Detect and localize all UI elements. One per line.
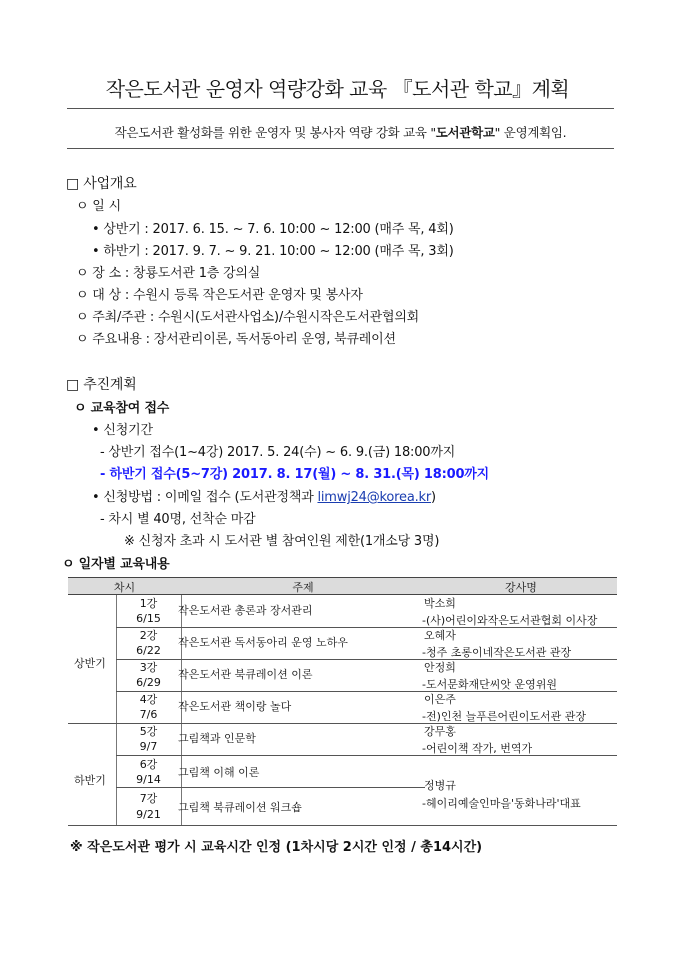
intro-text [67, 123, 614, 141]
header-topic: 주제 [292, 581, 314, 594]
row-2-lecturer-affil: -청주 초롱이네작은도서관 관장 [422, 646, 572, 659]
row-7-no: 7강 [139, 792, 158, 805]
row-1-topic: 작은도서관 총론과 장서관리 [178, 604, 313, 617]
plan-heading: □ 추진계획 [66, 377, 137, 393]
row-2-no: 2강 [139, 629, 158, 642]
email-link[interactable]: limwj24@korea.kr [317, 490, 432, 505]
row-7-topic: 그림책 북큐레이션 워크숍 [178, 801, 302, 814]
row-3-date: 6/29 [136, 676, 161, 689]
method-line [92, 486, 436, 505]
row-5-lecturer-name: 강무홍 [424, 725, 456, 738]
overview-heading: □ 사업개요 [66, 176, 137, 192]
method-suffix: ) [431, 490, 436, 505]
row-divider [116, 787, 425, 788]
period-first-half: - 상반기 접수(1~4강) 2017. 5. 24(수) ~ 6. 9.(금) 18:00까지 [100, 445, 456, 460]
row-3-lecturer-name: 안정희 [424, 661, 456, 674]
table-header [68, 577, 617, 595]
period-second-half: - 하반기 접수(5~7강) 2017. 8. 17(월) ~ 8. 31.(목) 18:00까지 [100, 467, 490, 482]
row-6-no: 6강 [139, 758, 158, 771]
row-4-topic: 작은도서관 책이랑 놀다 [178, 700, 292, 713]
capacity-line: - 차시 별 40명, 선착순 마감 [100, 512, 256, 527]
row-4-date: 7/6 [139, 708, 158, 721]
row-3-lecturer-affil: -도서문화재단씨앗 운영위원 [422, 678, 557, 691]
merged-lecturer-name: 정병규 [424, 779, 456, 792]
row-1-lecturer-name: 박소희 [424, 597, 456, 610]
lecture-table [68, 577, 617, 827]
reception-heading: ㅇ 교육참여 접수 [74, 401, 170, 416]
header-lecturer: 강사명 [505, 581, 537, 594]
row-2-topic: 작은도서관 독서동아리 운영 노하우 [178, 636, 348, 649]
schedule-label: ㅇ 일 시 [76, 199, 121, 214]
row-6-topic: 그림책 이해 이론 [178, 766, 260, 779]
method-prefix: • 신청방법 : 이메일 접수 (도서관정책과 [92, 490, 318, 505]
row-2-lecturer-name: 오혜자 [424, 629, 456, 642]
row-2-date: 6/22 [136, 644, 161, 657]
limit-note: ※ 신청자 초과 시 도서관 별 참여인원 제한(1개소당 3명) [124, 534, 440, 549]
row-7-date: 9/21 [136, 808, 161, 821]
first-half-schedule: • 상반기 : 2017. 6. 15. ~ 7. 6. 10:00 ~ 12:00 (매주 목, 4회) [92, 222, 454, 237]
row-5-no: 5강 [139, 725, 158, 738]
place-line: ㅇ 장 소 : 창룡도서관 1층 강의실 [76, 266, 261, 281]
header-session: 차시 [113, 581, 136, 594]
footnote: ※ 작은도서관 평가 시 교육시간 인정 (1차시당 2시간 인정 / 총14시간) [70, 840, 483, 855]
second-half-schedule: • 하반기 : 2017. 9. 7. ~ 9. 21. 10:00 ~ 12:00 (매주 목, 3회) [92, 244, 454, 259]
group-second-half: 하반기 [74, 774, 106, 787]
content-line: ㅇ 주요내용 : 장서관리이론, 독서동아리 운영, 북큐레이션 [76, 332, 396, 347]
row-4-lecturer-affil: -전)인천 늘푸른어린이도서관 관장 [422, 710, 587, 723]
intro-bold: 도서관학교 [435, 125, 495, 140]
document-title: 작은도서관 운영자 역량강화 교육 『도서관 학교』계획 [105, 77, 570, 101]
intro-prefix: 작은도서관 활성화를 위한 운영자 및 봉사자 역량 강화 교육 " [114, 125, 436, 140]
intro-divider [67, 148, 614, 149]
row-1-date: 6/15 [136, 612, 161, 625]
row-1-lecturer-affil: -(사)어린이와작은도서관협회 이사장 [422, 614, 598, 627]
row-3-topic: 작은도서관 북큐레이션 이론 [178, 668, 313, 681]
row-5-topic: 그림책과 인문학 [178, 732, 256, 745]
row-5-lecturer-affil: -어린이책 작가, 번역가 [422, 742, 533, 755]
title-divider [67, 108, 614, 109]
row-divider [116, 755, 617, 756]
row-1-no: 1강 [139, 597, 158, 610]
merged-lecturer-affil: -헤이리예술인마을'동화나라'대표 [422, 797, 581, 810]
host-line: ㅇ 주최/주관 : 수원시(도서관사업소)/수원시작은도서관협의회 [76, 310, 420, 325]
row-4-no: 4강 [139, 693, 158, 706]
schedule-heading: ㅇ 일자별 교육내용 [62, 557, 170, 572]
row-3-no: 3강 [139, 661, 158, 674]
target-line: ㅇ 대 상 : 수원시 등록 작은도서관 운영자 및 봉사자 [76, 288, 363, 303]
table-bottom-border [68, 825, 617, 826]
group-first-half: 상반기 [74, 657, 106, 670]
row-6-date: 9/14 [136, 773, 161, 786]
intro-suffix: " 운영계획임. [494, 125, 567, 140]
row-4-lecturer-name: 이은주 [424, 693, 456, 706]
period-label: • 신청기간 [92, 423, 153, 438]
row-5-date: 9/7 [139, 740, 158, 753]
